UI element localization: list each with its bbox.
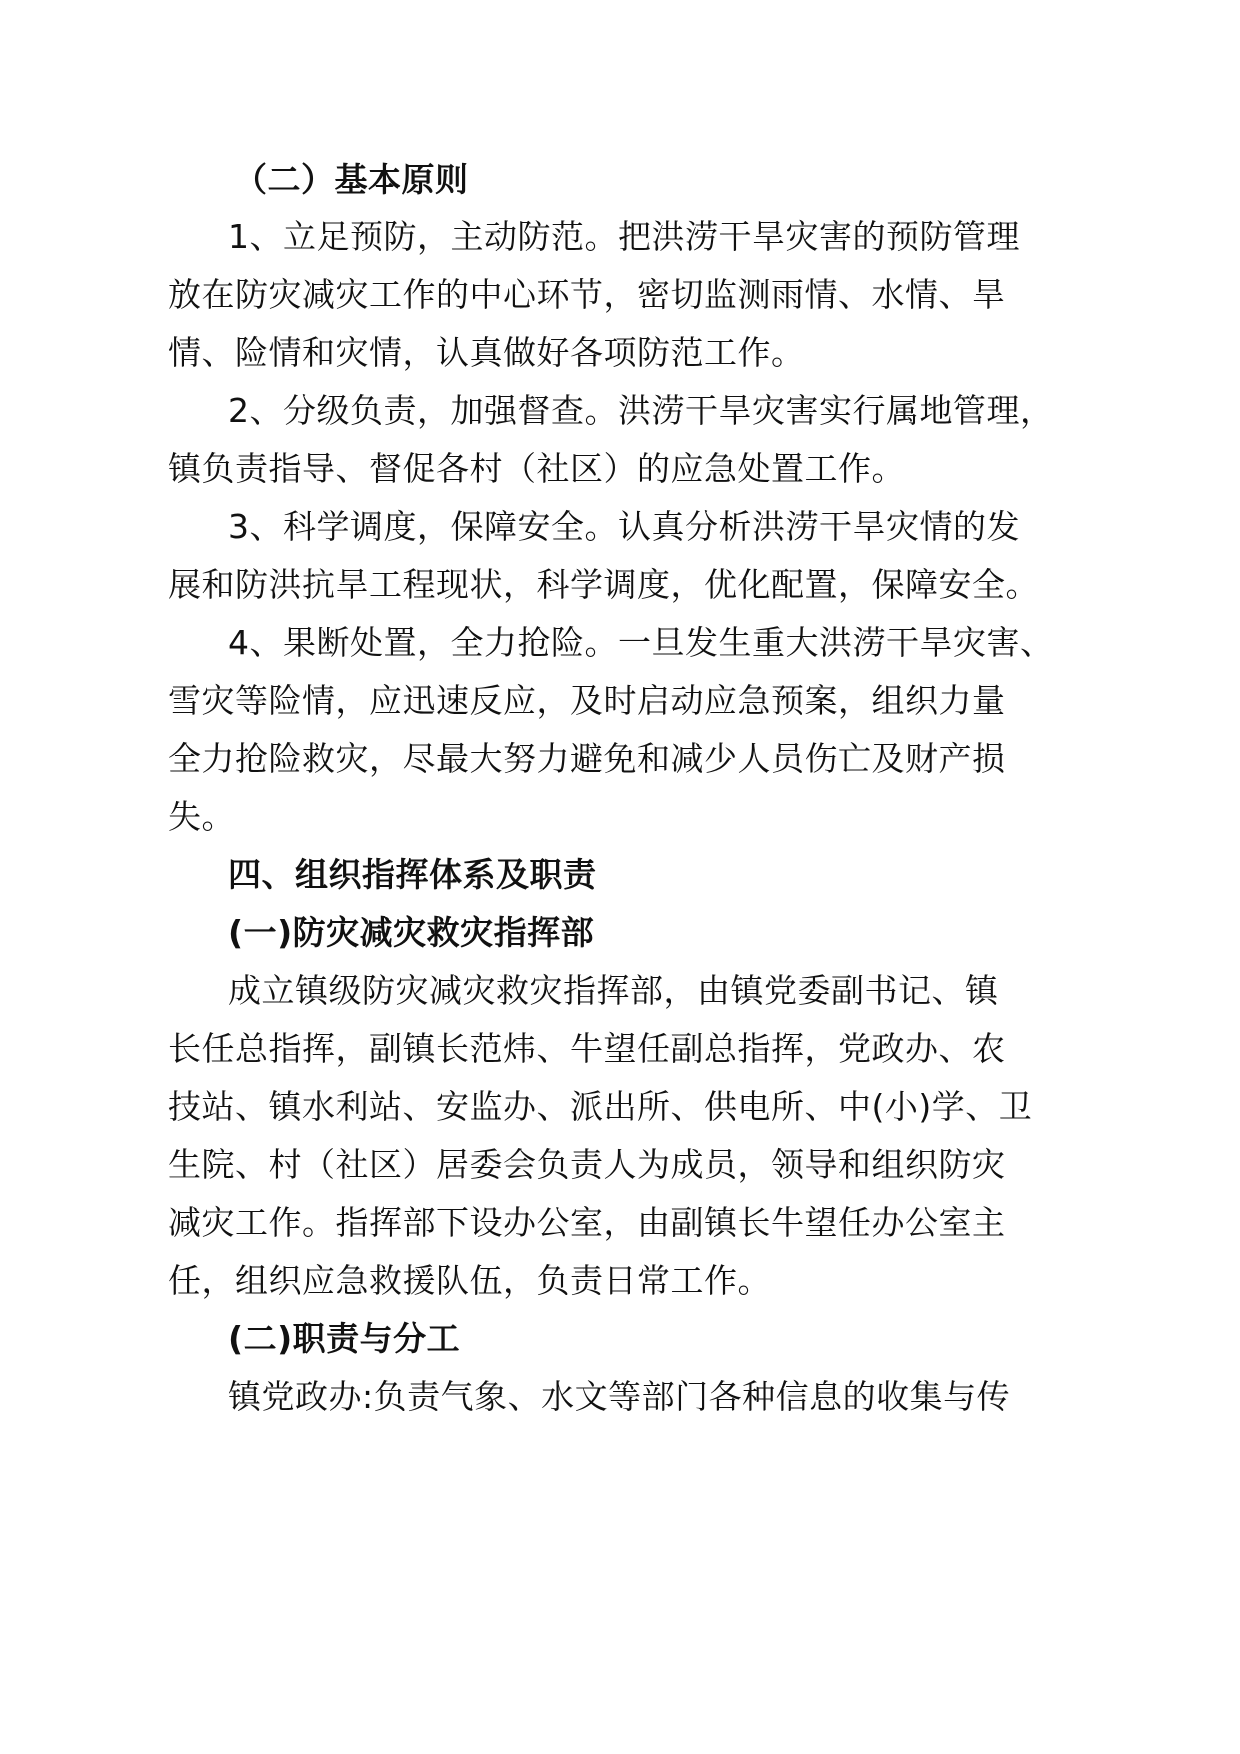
principle-2-line-1: 2、分级负责，加强督查。洪涝干旱灾害实行属地管理， <box>228 391 1054 430</box>
command-paragraph-line-1: 成立镇级防灾减灾救灾指挥部，由镇党委副书记、镇 <box>228 971 999 1010</box>
principle-3-line-1: 3、科学调度，保障安全。认真分析洪涝干旱灾情的发 <box>228 507 1020 546</box>
command-paragraph-line-5: 减灾工作。指挥部下设办公室，由副镇长牛望任办公室主 <box>168 1203 1006 1242</box>
principle-1-line-2: 放在防灾减灾工作的中心环节，密切监测雨情、水情、旱 <box>168 275 1006 314</box>
principle-1-line-3: 情、险情和灾情，认真做好各项防范工作。 <box>168 333 805 372</box>
command-paragraph-line-4: 生院、村（社区）居委会负责人为成员，领导和组织防灾 <box>168 1145 1006 1184</box>
principle-3-line-2: 展和防洪抗旱工程现状，科学调度，优化配置，保障安全。 <box>168 565 1039 604</box>
principle-1-line-1: 1、立足预防，主动防范。把洪涝干旱灾害的预防管理 <box>228 217 1020 256</box>
principle-4-line-2: 雪灾等险情，应迅速反应，及时启动应急预案，组织力量 <box>168 681 1006 720</box>
subheading-duties: (二)职责与分工 <box>228 1319 461 1358</box>
principle-4-line-4: 失。 <box>168 797 235 836</box>
principle-2-line-2: 镇负责指导、督促各村（社区）的应急处置工作。 <box>168 449 905 488</box>
section-heading-basic-principles: （二）基本原则 <box>234 160 469 199</box>
section-heading-command-system: 四、组织指挥体系及职责 <box>228 855 597 894</box>
command-paragraph-line-3: 技站、镇水利站、安监办、派出所、供电所、中(小)学、卫 <box>168 1087 1033 1126</box>
principle-4-line-1: 4、果断处置，全力抢险。一旦发生重大洪涝干旱灾害、 <box>228 623 1054 662</box>
command-paragraph-line-2: 长任总指挥，副镇长范炜、牛望任副总指挥，党政办、农 <box>168 1029 1006 1068</box>
subheading-command-center: (一)防灾减灾救灾指挥部 <box>228 913 595 952</box>
duties-paragraph-line-1: 镇党政办:负责气象、水文等部门各种信息的收集与传 <box>228 1377 1011 1416</box>
command-paragraph-line-6: 任，组织应急救援队伍，负责日常工作。 <box>168 1261 771 1300</box>
principle-4-line-3: 全力抢险救灾，尽最大努力避免和减少人员伤亡及财产损 <box>168 739 1006 778</box>
